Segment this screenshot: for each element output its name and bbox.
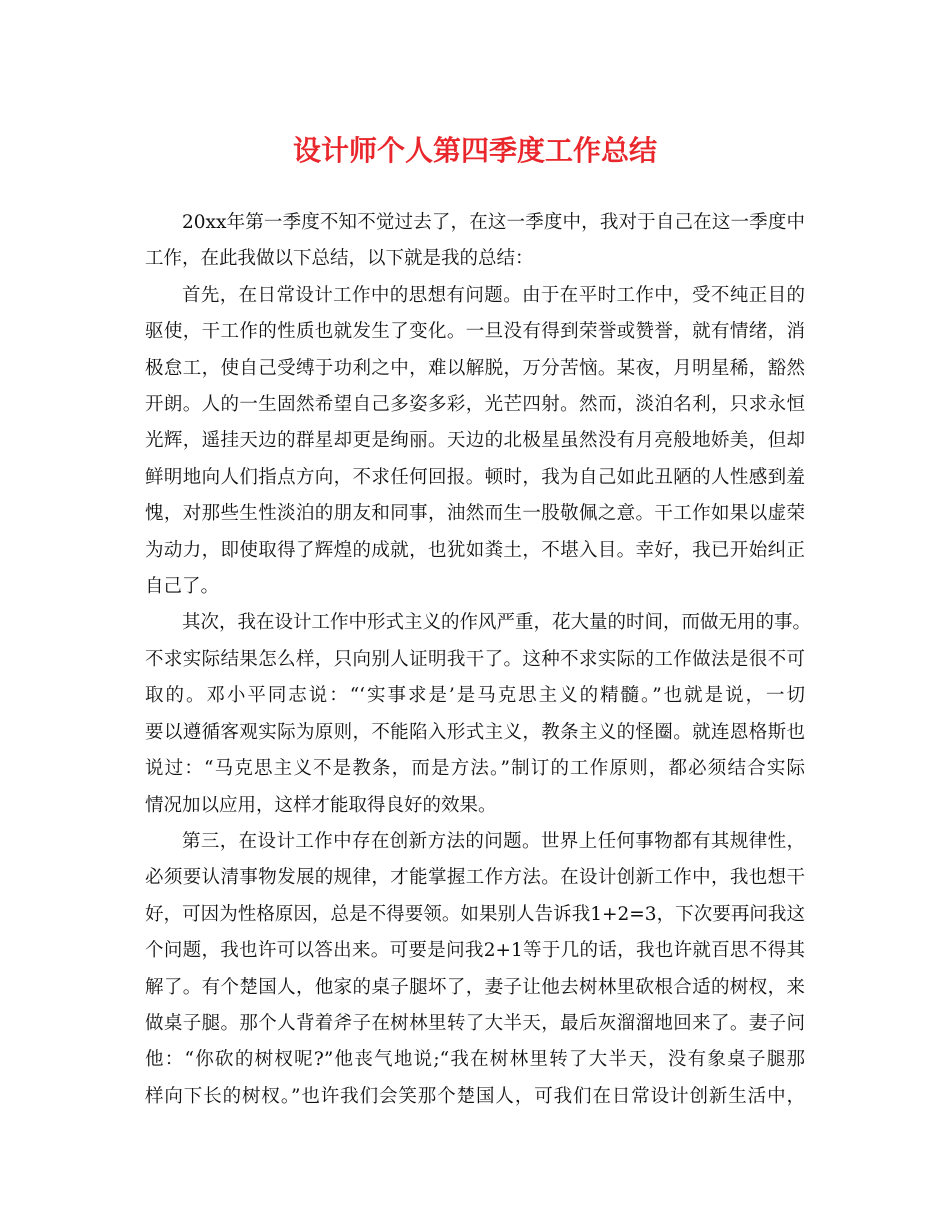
text-line: 鲜明地向人们指点方向，不求任何回报。顿时，我为自己如此丑陋的人性感到羞 [145, 466, 805, 488]
text-line: 愧，对那些生性淡泊的朋友和同事，油然而生一股敬佩之意。干工作如果以虚荣 [145, 503, 805, 525]
text-line: 好，可因为性格原因，总是不得要领。如果别人告诉我1+2=3，下次要再问我这 [145, 903, 805, 925]
text-line: 解了。有个楚国人，他家的桌子腿坏了，妻子让他去树林里砍根合适的树杈，来 [145, 976, 805, 998]
text-line: 做桌子腿。那个人背着斧子在树林里转了大半天，最后灰溜溜地回来了。妻子问 [145, 1012, 805, 1034]
text-line: 取的。邓小平同志说：“‘实事求是’是马克思主义的精髓。”也就是说，一切 [145, 685, 805, 707]
text-line: 其次，我在设计工作中形式主义的作风严重，花大量的时间，而做无用的事。 [182, 612, 812, 634]
text-line: 个问题，我也许可以答出来。可要是问我2+1等于几的话，我也许就百思不得其 [145, 940, 805, 962]
paragraph-1 [145, 205, 805, 278]
paragraph-3 [145, 605, 812, 823]
text-line: 说过：“马克思主义不是教条，而是方法。”制订的工作原则，都必须结合实际 [145, 758, 805, 780]
document-body [145, 205, 812, 1115]
text-line: 驱使，干工作的性质也就发生了变化。一旦没有得到荣誉或赞誉，就有情绪，消 [145, 321, 805, 343]
text-line: 自己了。 [145, 576, 220, 598]
paragraph-2 [145, 278, 805, 606]
document-title: 设计师个人第四季度工作总结 [292, 134, 657, 167]
text-line: 不求实际结果怎么样，只向别人证明我干了。这种不求实际的工作做法是很不可 [145, 648, 805, 670]
text-line: 第三，在设计工作中存在创新方法的问题。世界上任何事物都有其规律性， [182, 830, 805, 852]
text-line: 首先，在日常设计工作中的思想有问题。由于在平时工作中，受不纯正目的 [182, 284, 805, 306]
text-line: 样向下长的树杈。”也许我们会笑那个楚国人，可我们在日常设计创新生活中， [145, 1085, 805, 1107]
text-line: 要以遵循客观实际为原则，不能陷入形式主义，教条主义的怪圈。就连恩格斯也 [145, 721, 805, 743]
paragraph-4 [145, 824, 805, 1115]
text-line: 必须要认清事物发展的规律，才能掌握工作方法。在设计创新工作中，我也想干 [145, 867, 805, 889]
text-line: 20xx年第一季度不知不觉过去了，在这一季度中，我对于自己在这一季度中 [182, 212, 805, 233]
text-line: 工作，在此我做以下总结，以下就是我的总结： [145, 248, 534, 270]
text-line: 极怠工，使自己受缚于功利之中，难以解脱，万分苦恼。某夜，月明星稀，豁然 [145, 357, 805, 379]
text-line: 光辉，遥挂天边的群星却更是绚丽。天边的北极星虽然没有月亮般地娇美，但却 [145, 430, 805, 452]
text-line: 开朗。人的一生固然希望自己多姿多彩，光芒四射。然而，淡泊名利，只求永恒 [145, 394, 805, 416]
text-line: 为动力，即使取得了辉煌的成就，也犹如粪土，不堪入目。幸好，我已开始纠正 [145, 539, 805, 561]
text-line: 情况加以应用，这样才能取得良好的效果。 [145, 794, 497, 816]
text-line: 他：“你砍的树杈呢?”他丧气地说;“我在树林里转了大半天，没有象桌子腿那 [145, 1049, 805, 1071]
